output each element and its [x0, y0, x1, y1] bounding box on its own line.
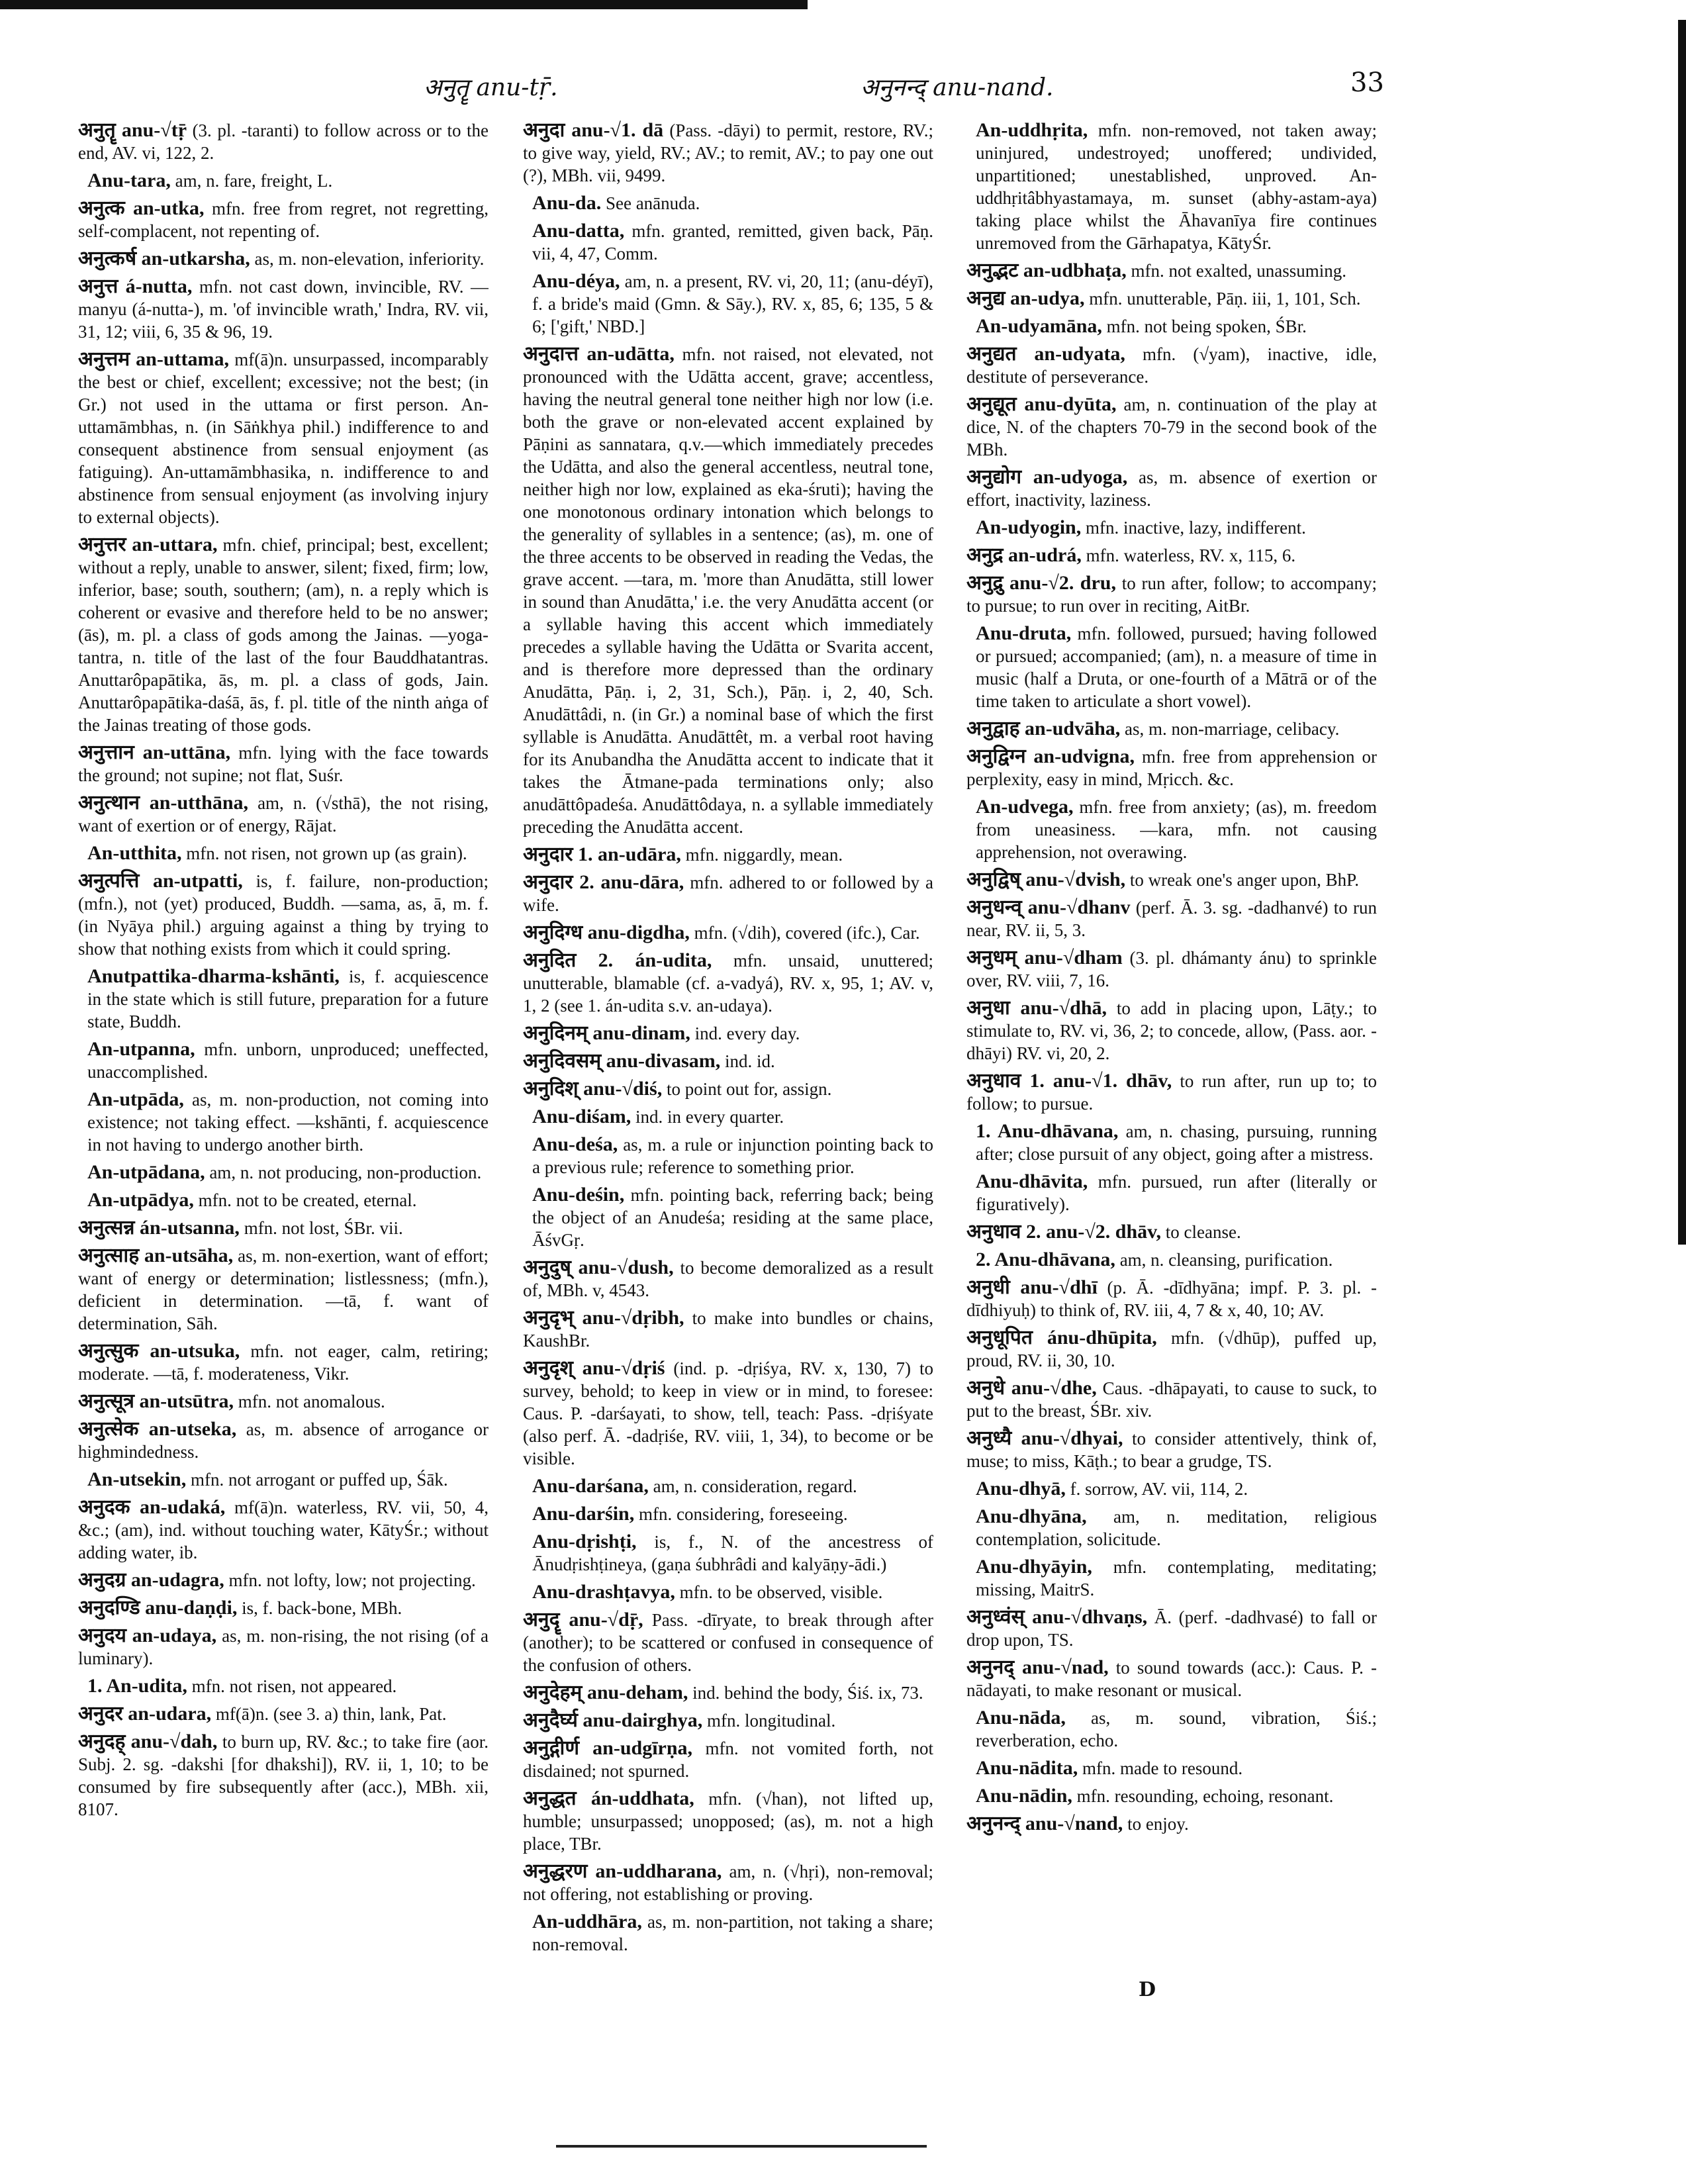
dictionary-entry — [966, 997, 1377, 1065]
entry-definition: am, n. cleansing, purification. — [1115, 1250, 1333, 1270]
entry-definition: mfn. not raised, not elevated, not pronounced with the Udātta accent, grave; accentless, having the neutral general tone neither high nor low (i.e. both the grave or non-elevated accent explained by Pāṇini as sannatara, q.v.—which immediately precedes the Udātta, and also the general accentless, neutral tone, neither high nor low, explained as eka-śruti); having the one monotonous ordinary intonation which belongs to the generality of syllables in a sentence; (as), m. one of the three accents to be observed in reading the Vedas, the grave accent. —tara, m. 'more than Anudātta, still lower in sound than Anudātta,' i.e. the very Anudātta accent (or a syllable having this accent which immediately precedes a syllable having the Udātta or Svarita accent, and is therefore more depressed than the ordinary Anudātta, Pāṇ. i, 2, 31, Sch.), Pāṇ. i, 2, 40, Sch. Anudāttâdi, n. (in Gr.) a nominal base of which the first syllable is Anudātta. Anudāttêt, m. a verbal root having for its Anubandha the Anudātta accent to indicate that it takes the Ātmane-pada terminations only; also anudāttôpadeśa. Anudāttôdaya, n. a syllable immediately preceding the Anudātta accent. — [523, 344, 933, 837]
entry-headword: अनुद्विष् anu-√dvish, — [966, 869, 1126, 890]
entry-headword: अनुत्क an-utka, — [78, 197, 205, 219]
entry-headword: Anu-dhyā, — [976, 1478, 1066, 1499]
column-right — [966, 119, 1377, 2125]
entry-headword: अनुधा anu-√dhā, — [966, 997, 1107, 1019]
entry-definition: to add in placing upon, Lāṭy.; to stimulate to, RV. vi, 36, 2; to concede, allow, (Pass. aor. -dhāyi) RV. vi, 20, 2. — [966, 998, 1377, 1063]
entry-definition: is, f. back-bone, MBh. — [237, 1598, 402, 1618]
entry-definition: ind. every day. — [690, 1023, 800, 1043]
entry-definition: am, n. chasing, pursuing, running after; close pursuit of any object, going after a mistress. — [976, 1121, 1377, 1164]
entry-headword: Anu-nādita, — [976, 1757, 1078, 1779]
entry-definition: Pass. -dīryate, to break through after (another); to be scattered or confused in consequence of the confusion of others. — [523, 1610, 933, 1675]
entry-headword: अनुतॄ anu-√tṝ — [78, 119, 187, 141]
entry-definition: mfn. chief, principal; best, excellent; without a reply, unable to answer, silent; fixed, firm; low, inferior, base; south, southern; (am), n. a reply which is coherent or evasive and therefore held to be no answer; (ās), m. pl. a class of gods among the Jainas. —yoga-tantra, n. title of the last of the four Bauddhatantras. Anuttarôpapātika, ās, m. pl. a class of gods, Jain. Anuttarôpapātika-daśā, ās, f. pl. title of the ninth aṅga of the Jainas treating of those gods. — [78, 535, 489, 735]
entry-headword: अनुत्सुक an-utsuka, — [78, 1340, 240, 1362]
entry-headword: Anu-diśam, — [532, 1106, 632, 1127]
entry-headword: अनुदेहम् anu-deham, — [523, 1682, 688, 1703]
dictionary-entry — [78, 248, 489, 270]
entry-definition: as, m. non-marriage, celibacy. — [1120, 719, 1340, 739]
entry-definition: mfn. not anomalous. — [234, 1392, 385, 1411]
entry-headword: अनुधन्व् anu-√dhanv — [966, 896, 1131, 918]
entry-headword: अनुत्तर an-uttara, — [78, 534, 218, 555]
entry-definition: to run after, follow; to accompany; to pursue; to run over in reciting, AitBr. — [966, 573, 1377, 616]
dictionary-entry — [78, 1468, 489, 1491]
dictionary-entry — [78, 197, 489, 242]
entry-headword: अनुत्सन्न án-utsanna, — [78, 1217, 240, 1239]
entry-definition: See anānuda. — [601, 193, 700, 213]
dictionary-entry — [966, 1120, 1377, 1165]
dictionary-entry — [523, 220, 933, 265]
dictionary-entry — [966, 947, 1377, 992]
dictionary-entry — [966, 393, 1377, 461]
dictionary-entry — [523, 1184, 933, 1251]
entry-headword: अनुद्धरण an-uddharana, — [523, 1860, 722, 1882]
dictionary-entry — [523, 1022, 933, 1045]
dictionary-entry — [966, 1377, 1377, 1422]
dictionary-entry — [966, 1070, 1377, 1115]
entry-definition: as, m. absence of arrogance or highmindedness. — [78, 1419, 489, 1462]
dictionary-entry — [966, 119, 1377, 254]
entry-definition: mfn. (√yam), inactive, idle, destitute of perseverance. — [966, 344, 1377, 387]
dictionary-entry — [523, 1050, 933, 1072]
dictionary-entry — [78, 1731, 489, 1821]
entry-headword: अनुत्थान an-utthāna, — [78, 792, 249, 814]
dictionary-entry — [523, 1106, 933, 1128]
dictionary-entry — [966, 315, 1377, 338]
entry-definition: am, n. not producing, non-production. — [205, 1163, 482, 1182]
entry-headword: अनुनद् anu-√nad, — [966, 1656, 1109, 1678]
entry-definition: Ā. (perf. -dadhvasé) to fall or drop upon, TS. — [966, 1607, 1377, 1650]
entry-definition: (p. Ā. -dīdhyāna; impf. P. 3. pl. -dīdhiyuḥ) to think of, RV. iii, 4, 7 & x, 40, 10; AV. — [966, 1278, 1377, 1320]
dictionary-entry — [78, 1340, 489, 1385]
entry-headword: An-utpādya, — [87, 1189, 194, 1211]
column-middle — [523, 119, 933, 2125]
entry-definition: am, n. consideration, regard. — [648, 1476, 857, 1496]
entry-definition: to burn up, RV. &c.; to take fire (aor. Subj. 2. sg. -dakshi [for dhakshi]), RV. ii, 1, 10; to be consumed by fire subsequently after (acc.), MBh. xii, 8107. — [78, 1732, 489, 1819]
entry-definition: mfn. to be observed, visible. — [675, 1582, 883, 1602]
entry-headword: अनुदैर्घ्य anu-dairghya, — [523, 1709, 703, 1731]
entry-definition: as, m. non-rising, the not rising (of a luminary). — [78, 1626, 489, 1668]
entry-headword: अनुत्तान an-uttāna, — [78, 741, 231, 763]
dictionary-entry — [966, 796, 1377, 863]
dictionary-entry — [966, 260, 1377, 282]
entry-definition: am, n. a present, RV. vi, 20, 11; (anu-déyī), f. a bride's maid (Gmn. & Sāy.), RV. x, 85, 6; 135, 5 & 6; ['gift,' NBD.] — [532, 271, 933, 336]
dictionary-entry — [78, 1390, 489, 1413]
entry-headword: अनुत्सेक an-utseka, — [78, 1418, 237, 1440]
entry-definition: mfn. made to resound. — [1078, 1758, 1243, 1778]
entry-definition: as, m. absence of exertion or effort, inactivity, laziness. — [966, 467, 1377, 510]
entry-definition: as, m. non-partition, not taking a share; non-removal. — [532, 1912, 933, 1954]
entry-headword: अनुदार 1. an-udāra, — [523, 843, 681, 865]
entry-definition: mfn. (√dih), covered (ifc.), Car. — [689, 923, 920, 943]
entry-headword: अनुत्कर्ष an-utkarsha, — [78, 248, 250, 269]
dictionary-entry — [523, 1609, 933, 1676]
dictionary-entry — [78, 741, 489, 786]
entry-headword: An-utpāda, — [87, 1088, 184, 1110]
dictionary-entry — [966, 1249, 1377, 1271]
dictionary-entry — [523, 922, 933, 944]
entry-definition: to consider attentively, think of, muse; to miss, Kāṭh.; to bear a grudge, TS. — [966, 1429, 1377, 1471]
dictionary-entry — [78, 1703, 489, 1725]
dictionary-entry — [966, 1707, 1377, 1752]
entry-definition: as, m. non-exertion, want of effort; want of energy or determination; listlessness; (mfn.), deficient in determination. —tā, f. want of determination, Sāh. — [78, 1246, 489, 1333]
entry-definition: mfn. granted, remitted, given back, Pāṇ. vii, 4, 47, Comm. — [532, 221, 933, 263]
entry-headword: अनुदय an-udaya, — [78, 1625, 217, 1646]
dictionary-entry — [523, 1357, 933, 1470]
dictionary-entry — [523, 949, 933, 1017]
entry-headword: अनुदात्त an-udātta, — [523, 343, 675, 365]
dictionary-entry — [966, 896, 1377, 941]
dictionary-entry — [966, 1478, 1377, 1500]
dictionary-entry — [966, 869, 1377, 891]
entry-headword: अनुदह् anu-√dah, — [78, 1731, 218, 1752]
entry-headword: Anu-deśa, — [532, 1133, 618, 1155]
dictionary-entry — [523, 1737, 933, 1782]
entry-headword: 1. An-udita, — [87, 1675, 187, 1697]
entry-definition: mfn. niggardly, mean. — [680, 845, 843, 865]
entry-headword: अनुद्य an-udya, — [966, 287, 1085, 309]
entry-headword: An-utpādana, — [87, 1161, 205, 1183]
entry-definition: ind. in every quarter. — [631, 1107, 784, 1127]
entry-headword: Anu-datta, — [532, 220, 625, 242]
entry-headword: अनुदुष् anu-√dush, — [523, 1257, 674, 1278]
entry-headword: Anu-nādin, — [976, 1785, 1072, 1807]
entry-definition: to point out for, assign. — [662, 1079, 832, 1099]
entry-definition: Caus. -dhāpayati, to cause to suck, to put to the breast, ŚBr. xiv. — [966, 1378, 1377, 1421]
signature-mark: D — [1139, 1978, 1156, 2001]
dictionary-entry — [966, 343, 1377, 388]
entry-definition: mfn. free from regret, not regretting, self-complacent, not repenting of. — [78, 199, 489, 241]
entry-definition: mfn. not to be created, eternal. — [193, 1190, 417, 1210]
entry-headword: Anu-deśin, — [532, 1184, 625, 1206]
dictionary-entry — [966, 1656, 1377, 1701]
entry-headword: अनुनन्द् anu-√nand, — [966, 1813, 1123, 1834]
entry-definition: mfn. followed, pursued; having followed or pursued; accompanied; (am), n. a measure of time in music (half a Druta, or one-fourth of a Mātrā or of the time taken to articulate a short vowel). — [976, 624, 1377, 711]
entry-definition: to make into bundles or chains, KaushBr. — [523, 1308, 933, 1351]
entry-headword: Anu-déya, — [532, 270, 620, 292]
entry-headword: अनुद्गीर्ण an-udgīrṇa, — [523, 1737, 693, 1759]
entry-definition: am, n. meditation, religious contemplation, solicitude. — [976, 1507, 1377, 1549]
entry-headword: अनुदिनम् anu-dinam, — [523, 1022, 690, 1044]
dictionary-entry — [966, 544, 1377, 567]
entry-headword: 2. Anu-dhāvana, — [976, 1249, 1115, 1270]
entry-definition: mfn. (√han), not lifted up, humble; unsurpassed; unopposed; (as), m. not a high place, TBr. — [523, 1789, 933, 1854]
dictionary-entry — [523, 1307, 933, 1352]
entry-definition: mfn. pointing back, referring back; being the object of an Anudeśa; residing at the same place, ĀśvGṛ. — [532, 1185, 933, 1250]
entry-headword: अनुद्भट an-udbhaṭa, — [966, 260, 1127, 281]
entry-definition: mfn. free from apprehension or perplexity, easy in mind, Mṛicch. &c. — [966, 747, 1377, 789]
entry-definition: mfn. resounding, echoing, resonant. — [1072, 1786, 1334, 1806]
dictionary-entry — [523, 1257, 933, 1302]
dictionary-entry — [78, 1245, 489, 1335]
dictionary-entry — [523, 343, 933, 838]
entry-headword: अनुत्तम an-uttama, — [78, 348, 230, 370]
entry-headword: अनुदा anu-√1. dā — [523, 119, 664, 141]
entry-headword: अनुधे anu-√dhe, — [966, 1377, 1097, 1399]
dictionary-entry — [78, 1038, 489, 1083]
entry-headword: An-udvega, — [976, 796, 1074, 818]
entry-headword: अनुधी anu-√dhī — [966, 1276, 1098, 1298]
entry-definition: mfn. not arrogant or puffed up, Śāk. — [186, 1470, 448, 1490]
dictionary-entry — [523, 192, 933, 214]
entry-definition: mf(ā)n. waterless, RV. vii, 50, 4, &c.; (am), ind. without touching water, KātyŚr.; without adding water, ib. — [78, 1497, 489, 1562]
dictionary-entry — [78, 275, 489, 343]
entry-headword: अनुदिग्ध anu-digdha, — [523, 922, 690, 943]
column-left — [78, 119, 489, 2125]
entry-definition: to cleanse. — [1161, 1222, 1241, 1242]
entry-headword: अनुदार 2. anu-dāra, — [523, 871, 684, 893]
entry-headword: अनुधाव 1. anu-√1. dhāv, — [966, 1070, 1172, 1092]
dictionary-entry — [966, 622, 1377, 712]
entry-definition: mfn. not being spoken, ŚBr. — [1101, 316, 1307, 336]
entry-headword: अनुदित 2. án-udita, — [523, 949, 712, 971]
entry-definition: mfn. not exalted, unassuming. — [1126, 261, 1346, 281]
entry-definition: mfn. unutterable, Pāṇ. iii, 1, 101, Sch. — [1084, 289, 1361, 309]
dictionary-entry — [966, 572, 1377, 617]
entry-headword: An-utpanna, — [87, 1038, 195, 1060]
entry-headword: अनुद्यत an-udyata, — [966, 343, 1125, 365]
entry-headword: अनुदृभ् anu-√dṛibh, — [523, 1307, 684, 1329]
entry-headword: अनुद्वाह an-udvāha, — [966, 718, 1121, 739]
entry-headword: अनुध्वंस् anu-√dhvaṇs, — [966, 1606, 1148, 1628]
entry-definition: mfn. considering, foreseeing. — [634, 1504, 848, 1524]
entry-definition: mfn. not lofty, low; not projecting. — [224, 1570, 476, 1590]
scan-top-edge — [0, 0, 808, 9]
dictionary-entry — [78, 965, 489, 1033]
dictionary-entry — [966, 1556, 1377, 1601]
dictionary-entry — [966, 516, 1377, 539]
dictionary-entry — [966, 466, 1377, 511]
entry-headword: अनुदण्डि anu-daṇḍi, — [78, 1597, 238, 1619]
entry-headword: Anu-da. — [532, 192, 602, 214]
dictionary-entry — [966, 1221, 1377, 1243]
entry-headword: Anu-nāda, — [976, 1707, 1066, 1729]
entry-headword: अनुद्विग्न an-udvigna, — [966, 745, 1135, 767]
dictionary-entry — [966, 1505, 1377, 1550]
entry-headword: अनुधूपित ánu-dhūpita, — [966, 1327, 1157, 1349]
bottom-rule — [556, 2145, 927, 2148]
entry-definition: to sound towards (acc.): Caus. P. -nādayati, to make resonant or musical. — [966, 1658, 1377, 1700]
entry-definition: f. sorrow, AV. vii, 114, 2. — [1065, 1479, 1248, 1499]
entry-definition: mf(ā)n. unsurpassed, incomparably the best or chief, excellent; excessive; not the best; (in Gr.) not used in the uttama or first person. An-uttamāmbhas, n. (in Sāṅkhya phil.) indifference to and consequent abstinence from sensual enjoyment (as fatiguing). An-uttamāmbhasika, n. indifference to and abstinence from sensual enjoyment (as involving injury to external objects). — [78, 350, 489, 527]
entry-definition: mfn. unborn, unproduced; uneffected, unaccomplished. — [87, 1039, 489, 1082]
entry-definition: mfn. waterless, RV. x, 115, 6. — [1081, 546, 1296, 565]
header-right-guideword: अनुनन्द् anu-nand. — [861, 74, 1054, 101]
dictionary-entry — [523, 1911, 933, 1956]
entry-headword: Anu-dhyāna, — [976, 1505, 1087, 1527]
dictionary-entry — [78, 1675, 489, 1697]
entry-definition: to wreak one's anger upon, BhP. — [1125, 870, 1359, 890]
dictionary-entry — [523, 871, 933, 916]
dictionary-entry — [78, 1161, 489, 1184]
entry-headword: अनुद्र an-udrá, — [966, 544, 1082, 566]
dictionary-entry — [523, 1860, 933, 1905]
entry-headword: अनुदक an-udaká, — [78, 1496, 226, 1518]
entry-headword: Anu-tara, — [87, 169, 171, 191]
entry-definition: is, f., N. of the ancestress of Ānudṛishṭineya, (gaṇa śubhrâdi and kalyāṇy-ādi.) — [532, 1532, 933, 1574]
entry-definition: is, f. failure, non-production; (mfn.), not (yet) produced, Buddh. —sama, as, ā, m. f. (in Nyāya phil.) arguing against a thing by trying to show that nothing exists from which it could spring. — [78, 871, 489, 959]
dictionary-entry — [966, 1757, 1377, 1780]
dictionary-entry — [966, 1785, 1377, 1807]
entry-definition: as, m. non-elevation, inferiority. — [250, 249, 485, 269]
entry-definition: (3. pl. -taranti) to follow across or to the end, AV. vi, 122, 2. — [78, 120, 489, 163]
dictionary-entry — [966, 718, 1377, 740]
entry-headword: Anu-darśana, — [532, 1475, 649, 1497]
entry-headword: अनुद्रु anu-√2. dru, — [966, 572, 1116, 594]
entry-definition: mfn. not risen, not appeared. — [187, 1676, 397, 1696]
entry-headword: An-utsekin, — [87, 1468, 187, 1490]
entry-definition: mfn. free from anxiety; (as), m. freedom from uneasiness. —kara, mfn. not causing apprehension, not overawing. — [976, 797, 1377, 862]
dictionary-entry — [966, 1170, 1377, 1215]
entry-definition: as, m. a rule or injunction pointing back to a previous rule; reference to something prior. — [532, 1135, 933, 1177]
entry-definition: (ind. p. -dṛiśya, RV. x, 130, 7) to survey, behold; to keep in view or in mind, to foresee: Caus. P. -darśayati, to show, tell, teach: Pass. -dṛiśyate (also perf. Ā. -dadṛiśe, RV. viii, 1, 34), to become or be visible. — [523, 1358, 933, 1468]
dictionary-entry — [966, 287, 1377, 310]
entry-definition: mfn. adhered to or followed by a wife. — [523, 873, 933, 915]
dictionary-entry — [966, 1427, 1377, 1472]
dictionary-entry — [966, 1276, 1377, 1321]
entry-headword: An-udyogin, — [976, 516, 1082, 538]
entry-definition: mfn. not lost, ŚBr. vii. — [239, 1218, 403, 1238]
entry-headword: अनुदग्र an-udagra, — [78, 1569, 224, 1591]
entry-definition: am, n. (√hṛi), non-removal; not offering, not establishing or proving. — [523, 1862, 933, 1904]
dictionary-entry — [523, 270, 933, 338]
entry-headword: Anu-darśin, — [532, 1503, 635, 1525]
entry-headword: An-udyamāna, — [976, 315, 1102, 337]
entry-definition: am, n. continuation of the play at dice, N. of the chapters 70-79 in the second book of the MBh. — [966, 395, 1377, 459]
entry-headword: Anu-dhāvita, — [976, 1170, 1088, 1192]
entry-definition: mfn. inactive, lazy, indifferent. — [1081, 518, 1306, 538]
dictionary-entry — [523, 1581, 933, 1603]
entry-headword: अनुद्धत án-uddhata, — [523, 1787, 694, 1809]
entry-headword: अनुध्यै anu-√dhyai, — [966, 1427, 1123, 1449]
entry-headword: Anu-drashṭavya, — [532, 1581, 675, 1603]
entry-headword: An-utthita, — [87, 842, 182, 864]
page-number: 33 — [1350, 68, 1384, 98]
dictionary-entry — [966, 1327, 1377, 1372]
dictionary-entry — [78, 1496, 489, 1564]
entry-headword: अनुदृश् anu-√dṛiś — [523, 1357, 665, 1379]
scan-right-edge — [1678, 20, 1686, 1245]
entry-headword: अनुत्त á-nutta, — [78, 275, 193, 297]
dictionary-entry — [523, 1133, 933, 1178]
entry-definition: mfn. non-removed, not taken away; uninjured, undestroyed; unoffered; undivided, unpartitioned; unestablished, unproved. An-uddhṛitâbhyastamaya, m. sunset (abhy-astam-aya) taking place whilst the Āhavanīya fire continues unremoved from the Gārhapatya, KātyŚr. — [976, 120, 1377, 253]
dictionary-entry — [78, 348, 489, 528]
entry-definition: ind. id. — [720, 1051, 775, 1071]
entry-definition: is, f. acquiescence in the state which is still future, preparation for a future state, Buddh. — [87, 967, 489, 1031]
dictionary-entry — [78, 1569, 489, 1591]
dictionary-entry — [78, 842, 489, 865]
dictionary-entry — [966, 1813, 1377, 1835]
entry-definition: to enjoy. — [1123, 1814, 1189, 1834]
dictionary-entry — [78, 870, 489, 960]
entry-definition: mfn. not vomited forth, not disdained; not spurned. — [523, 1738, 933, 1781]
entry-headword: अनुद्योग an-udyoga, — [966, 466, 1128, 488]
entry-definition: mfn. contemplating, meditating; missing, MaitrS. — [976, 1557, 1377, 1599]
dictionary-entry — [78, 1088, 489, 1156]
dictionary-entry — [523, 1682, 933, 1704]
dictionary-entry — [966, 1606, 1377, 1651]
entry-definition: mfn. not eager, calm, retiring; moderate. —tā, f. moderateness, Vikr. — [78, 1341, 489, 1384]
dictionary-entry — [523, 1503, 933, 1525]
entry-definition: mfn. not risen, not grown up (as grain). — [181, 843, 467, 863]
entry-definition: as, m. non-production, not coming into existence; not taking effect. —kshānti, f. acquiescence in not having to undergo another birth. — [87, 1090, 489, 1155]
dictionary-entry — [78, 1217, 489, 1239]
dictionary-entry — [966, 745, 1377, 790]
entry-headword: अनुदिश् anu-√diś, — [523, 1078, 663, 1100]
entry-definition: mfn. not cast down, invincible, RV. — manyu (á-nutta-), m. 'of invincible wrath,' Indra, RV. vii, 31, 12; viii, 6, 35 & 96, 19. — [78, 277, 489, 342]
dictionary-entry — [523, 1787, 933, 1855]
entry-headword: Anu-druta, — [976, 622, 1072, 644]
entry-headword: अनुधम् anu-√dham — [966, 947, 1123, 969]
entry-definition: am, n. (√sthā), the not rising, want of exertion or of energy, Rājat. — [78, 793, 489, 835]
entry-headword: अनुत्सूत्र an-utsūtra, — [78, 1390, 234, 1412]
dictionary-entry — [78, 1597, 489, 1619]
dictionary-entry — [523, 1475, 933, 1497]
header-left-guideword: अनुतॄ anu-tṝ. — [424, 74, 558, 101]
dictionary-entry — [523, 1078, 933, 1100]
dictionary-entry — [78, 169, 489, 192]
entry-headword: अनुत्पत्ति an-utpatti, — [78, 870, 243, 892]
dictionary-entry — [78, 1625, 489, 1670]
entry-headword: अनुधाव 2. anu-√2. dhāv, — [966, 1221, 1162, 1243]
entry-definition: (3. pl. dhámanty ánu) to sprinkle over, RV. viii, 7, 16. — [966, 948, 1377, 990]
entry-headword: अनुदिवसम् anu-divasam, — [523, 1050, 721, 1072]
entry-headword: 1. Anu-dhāvana, — [976, 1120, 1119, 1142]
entry-definition: mfn. unsaid, unuttered; unutterable, blamable (cf. a-vadyá), RV. x, 95, 1; AV. v, 1, 2 (see 1. án-udita s.v. an-udaya). — [523, 951, 933, 1016]
entry-definition: mfn. longitudinal. — [702, 1711, 836, 1731]
entry-definition: mfn. (√dhūp), puffed up, proud, RV. ii, 30, 10. — [966, 1328, 1377, 1370]
dictionary-entry — [523, 119, 933, 187]
dictionary-entry — [78, 1189, 489, 1211]
entry-headword: अनुत्साह an-utsāha, — [78, 1245, 234, 1266]
dictionary-entry — [78, 1418, 489, 1463]
dictionary-entry — [78, 534, 489, 736]
entry-definition: mf(ā)n. (see 3. a) thin, lank, Pat. — [211, 1704, 447, 1724]
entry-definition: as, m. sound, vibration, Śiś.; reverberation, echo. — [976, 1708, 1377, 1750]
entry-definition: am, n. fare, freight, L. — [170, 171, 333, 191]
entry-headword: An-uddhṛita, — [976, 119, 1088, 141]
entry-headword: अनुद्यूत anu-dyūta, — [966, 393, 1117, 415]
dictionary-entry — [78, 119, 489, 164]
entry-definition: (Pass. -dāyi) to permit, restore, RV.; to give way, yield, RV.; AV.; to remit, AV.; to pay one out (?), MBh. vii, 9499. — [523, 120, 933, 185]
entry-headword: अनुदर an-udara, — [78, 1703, 212, 1725]
entry-definition: mfn. pursued, run after (literally or figuratively). — [976, 1172, 1377, 1214]
entry-definition: to become demoralized as a result of, MBh. v, 4543. — [523, 1258, 933, 1300]
entry-definition: mfn. lying with the face towards the ground; not supine; not flat, Suśr. — [78, 743, 489, 785]
entry-headword: Anutpattika-dharma-kshānti, — [87, 965, 340, 987]
entry-headword: अनुदॄ anu-√dṝ, — [523, 1609, 643, 1631]
entry-headword: Anu-dṛishṭi, — [532, 1531, 637, 1552]
dictionary-entry — [523, 1709, 933, 1732]
dictionary-entry — [78, 792, 489, 837]
entry-definition: (perf. Ā. 3. sg. -dadhanvé) to run near, RV. ii, 5, 3. — [966, 898, 1377, 940]
entry-definition: to run after, run up to; to follow; to pursue. — [966, 1071, 1377, 1114]
dictionary-entry — [523, 843, 933, 866]
entry-definition: ind. behind the body, Śiś. ix, 73. — [688, 1683, 923, 1703]
dictionary-entry — [523, 1531, 933, 1576]
page-header — [79, 58, 1403, 111]
entry-headword: An-uddhāra, — [532, 1911, 642, 1932]
entry-headword: Anu-dhyāyin, — [976, 1556, 1092, 1578]
